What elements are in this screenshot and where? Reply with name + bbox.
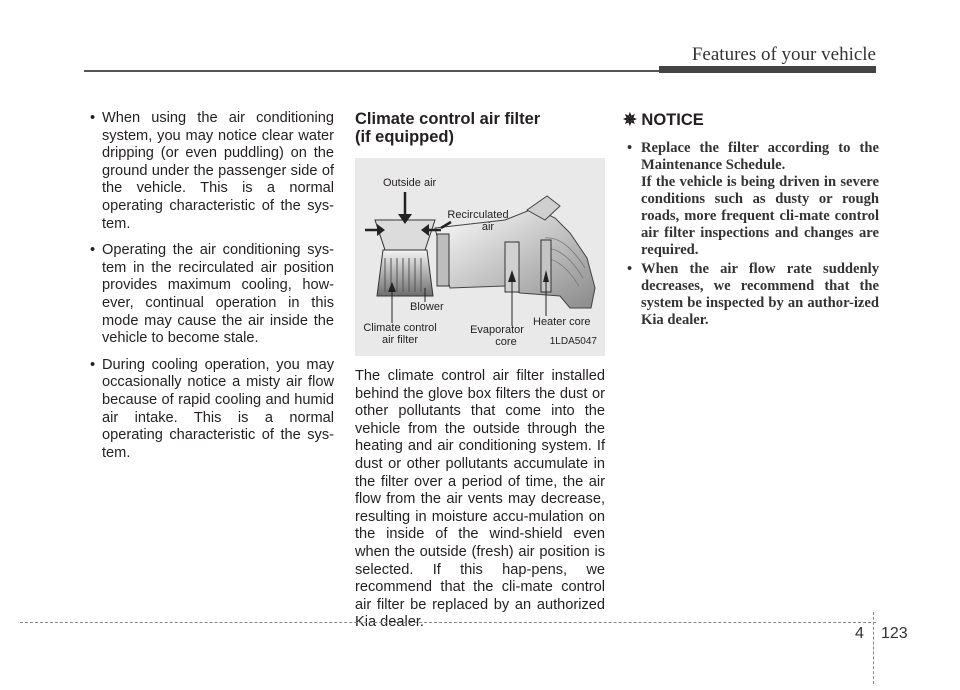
page-number: 123 [881,625,908,642]
header-title: Features of your vehicle [691,44,876,65]
section-title-line: (if equipped) [355,128,454,146]
notice-list [623,140,879,329]
bullet-item: • During cooling operation, you may occasionally notice a misty air flow because of rapid cooling and humid air intake. This is a normal operating characteristic of the sys-tem. [84,357,334,463]
notice-heading [623,110,879,130]
column-left [84,110,334,471]
hvac-diagram [355,158,605,356]
label-outside-air: Outside air [383,177,437,189]
notice-icon: ✵ [623,111,637,129]
footer-rule [20,622,876,623]
footer-divider [873,612,874,684]
notice-item-line: • Replace the filter according to the Maintenance Schedule. [641,140,879,173]
section-title [355,110,605,146]
chapter-number: 4 [855,625,864,642]
label-line: air [481,221,495,233]
intake-funnel [375,220,435,250]
header-rule-accent [659,66,876,73]
notice-item-line: If the vehicle is being driven in severe conditions such as dusty or rough roads, more frequent cli-mate control air filter inspections and changes are required. [641,174,879,258]
notice-title: NOTICE [641,111,704,129]
notice-item [623,261,879,329]
label-recirculated-air [443,209,513,233]
label-climate-control-filter [357,322,443,346]
section-title-line: Climate control air filter [355,110,541,128]
column-right [623,110,879,331]
climate-control-filter [437,234,449,286]
label-line: core [495,336,517,348]
notice-item [623,140,879,259]
label-blower: Blower [410,301,444,313]
bullet-list [84,110,334,462]
notice-item-line: • When the air flow rate suddenly decreases, we recommend that the system be inspected by an author-ized Kia dealer. [641,261,879,328]
figure-code: 1LDA5047 [549,336,597,348]
bullet-item: • When using the air conditioning system, you may notice clear water dripping (or even puddling) on the ground under the passenger side of the vehicle. This is a normal operating characteristic of the sys-tem. [84,110,334,233]
label-line: Climate control [363,322,437,334]
column-middle [355,110,605,632]
section-paragraph: The climate control air filter installed behind the glove box filters the dust or other pollutants that come into the vehicle from the outside through the heating and air conditioning system. If dust or other pollutants accumulate in the filter over a period of time, the air flow from the air vents may decrease, resulting in moisture accu-mulation on the inside of the wind-shield even when the outside (fresh) air position is selected. If this hap-pens, we recommend that the cli-mate control air filter be replaced by an authorized Kia dealer. [355,368,605,631]
label-line: Evaporator [470,324,524,336]
bullet-item: • Operating the air conditioning sys-tem in the recirculated air position provides maximum cooling, how-ever, continual operation in this mode may cause the air inside the vehicle to become stale. [84,242,334,348]
label-heater-core: Heater core [533,316,591,328]
label-line: air filter [381,334,419,346]
label-evaporator-core [465,324,529,348]
label-line: Recirculated [447,209,509,221]
